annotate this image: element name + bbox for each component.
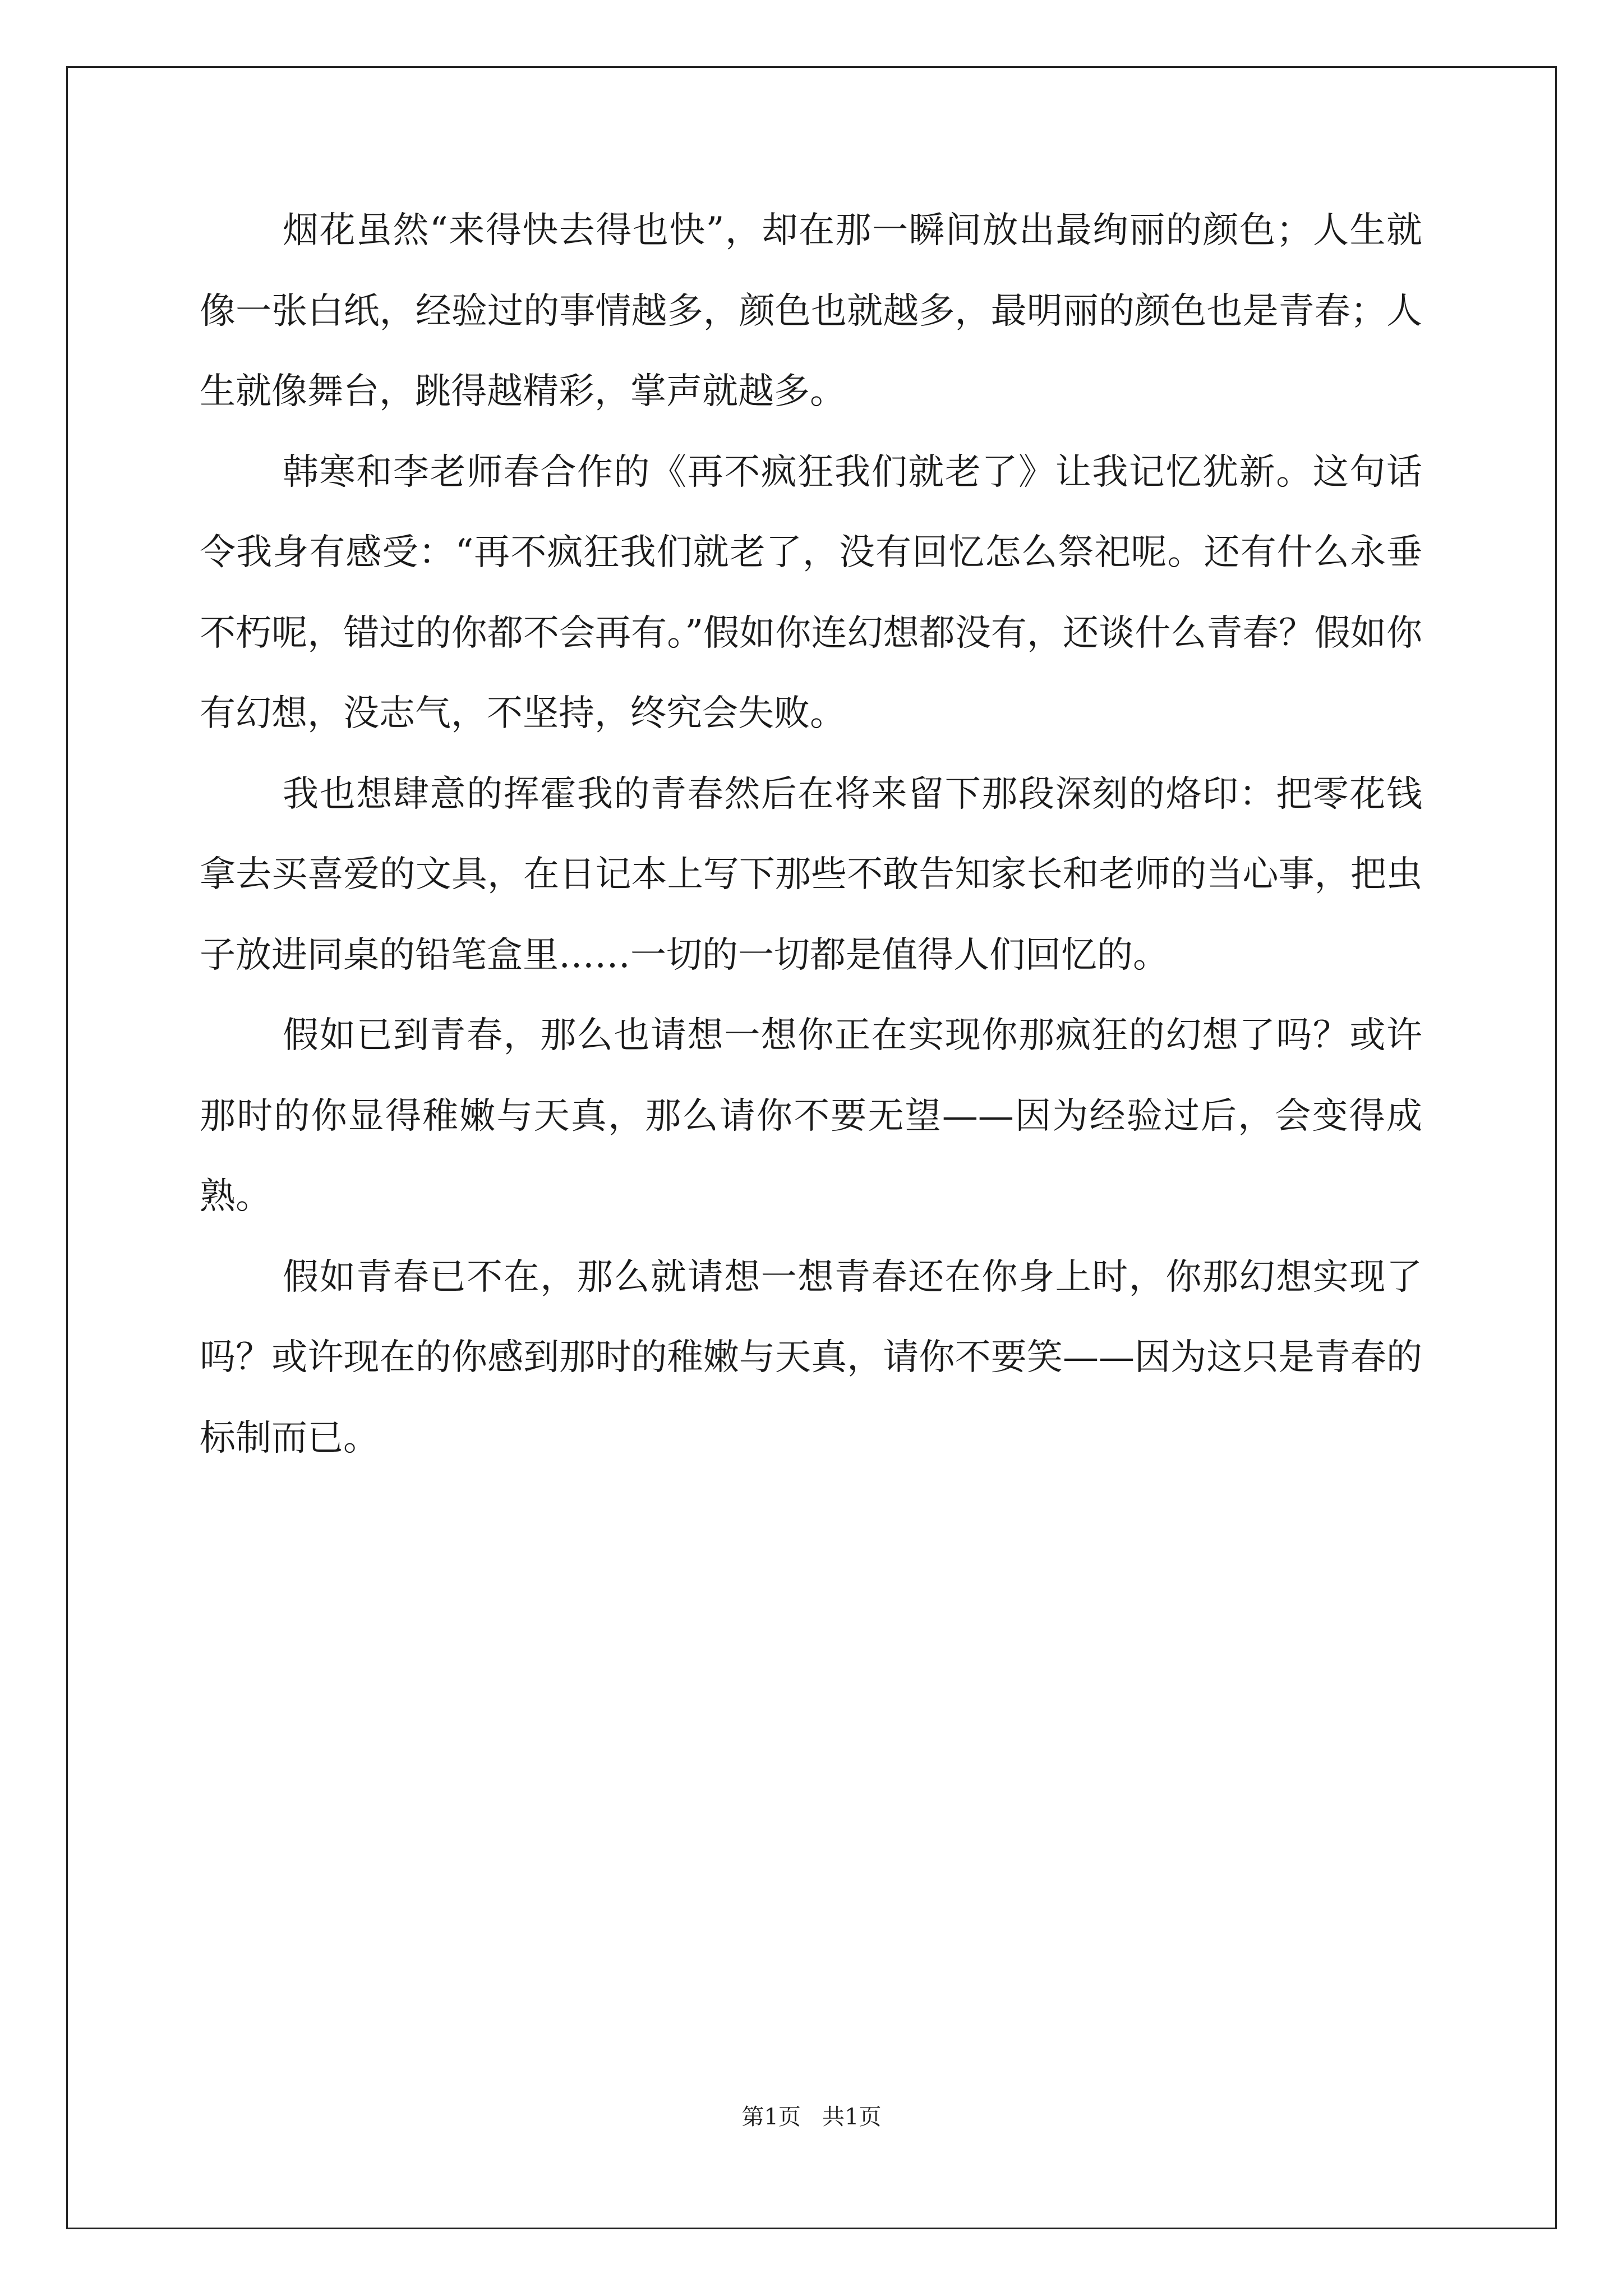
paragraph-3: 我也想肆意的挥霍我的青春然后在将来留下那段深刻的烙印：把零花钱拿去买喜爱的文具，在日记本上写下那些不敢告知家长和老师的当心事，把虫子放进同桌的铅笔盒里……一切的一切都是值得人们回忆的。 (200, 773, 1422, 976)
page-number-footer: 第1页 共1页 (741, 2104, 882, 2130)
paragraph-4: 假如已到青春，那么也请想一想你正在实现你那疯狂的幻想了吗？或许那时的你显得稚嫩与天真，那么请你不要无望——因为经验过后，会变得成熟。 (200, 1015, 1422, 1217)
paragraph-2: 韩寒和李老师春合作的《再不疯狂我们就老了》让我记忆犹新。这句话令我身有感受：“再不疯狂我们就老了，没有回忆怎么祭祀呢。还有什么永垂不朽呢，错过的你都不会再有。”假如你连幻想都没有，还谈什么青春？假如你有幻想，没志气，不坚持，终究会失败。 (200, 451, 1422, 734)
paragraph-5: 假如青春已不在，那么就请想一想青春还在你身上时，你那幻想实现了吗？或许现在的你感到那时的稚嫩与天真，请你不要笑——因为这只是青春的标制而已。 (200, 1256, 1422, 1459)
paragraph-1: 烟花虽然“来得快去得也快”，却在那一瞬间放出最绚丽的颜色；人生就像一张白纸，经验过的事情越多，颜色也就越多，最明丽的颜色也是青春；人生就像舞台，跳得越精彩，掌声就越多。 (200, 210, 1422, 412)
document-body (200, 191, 1422, 1479)
